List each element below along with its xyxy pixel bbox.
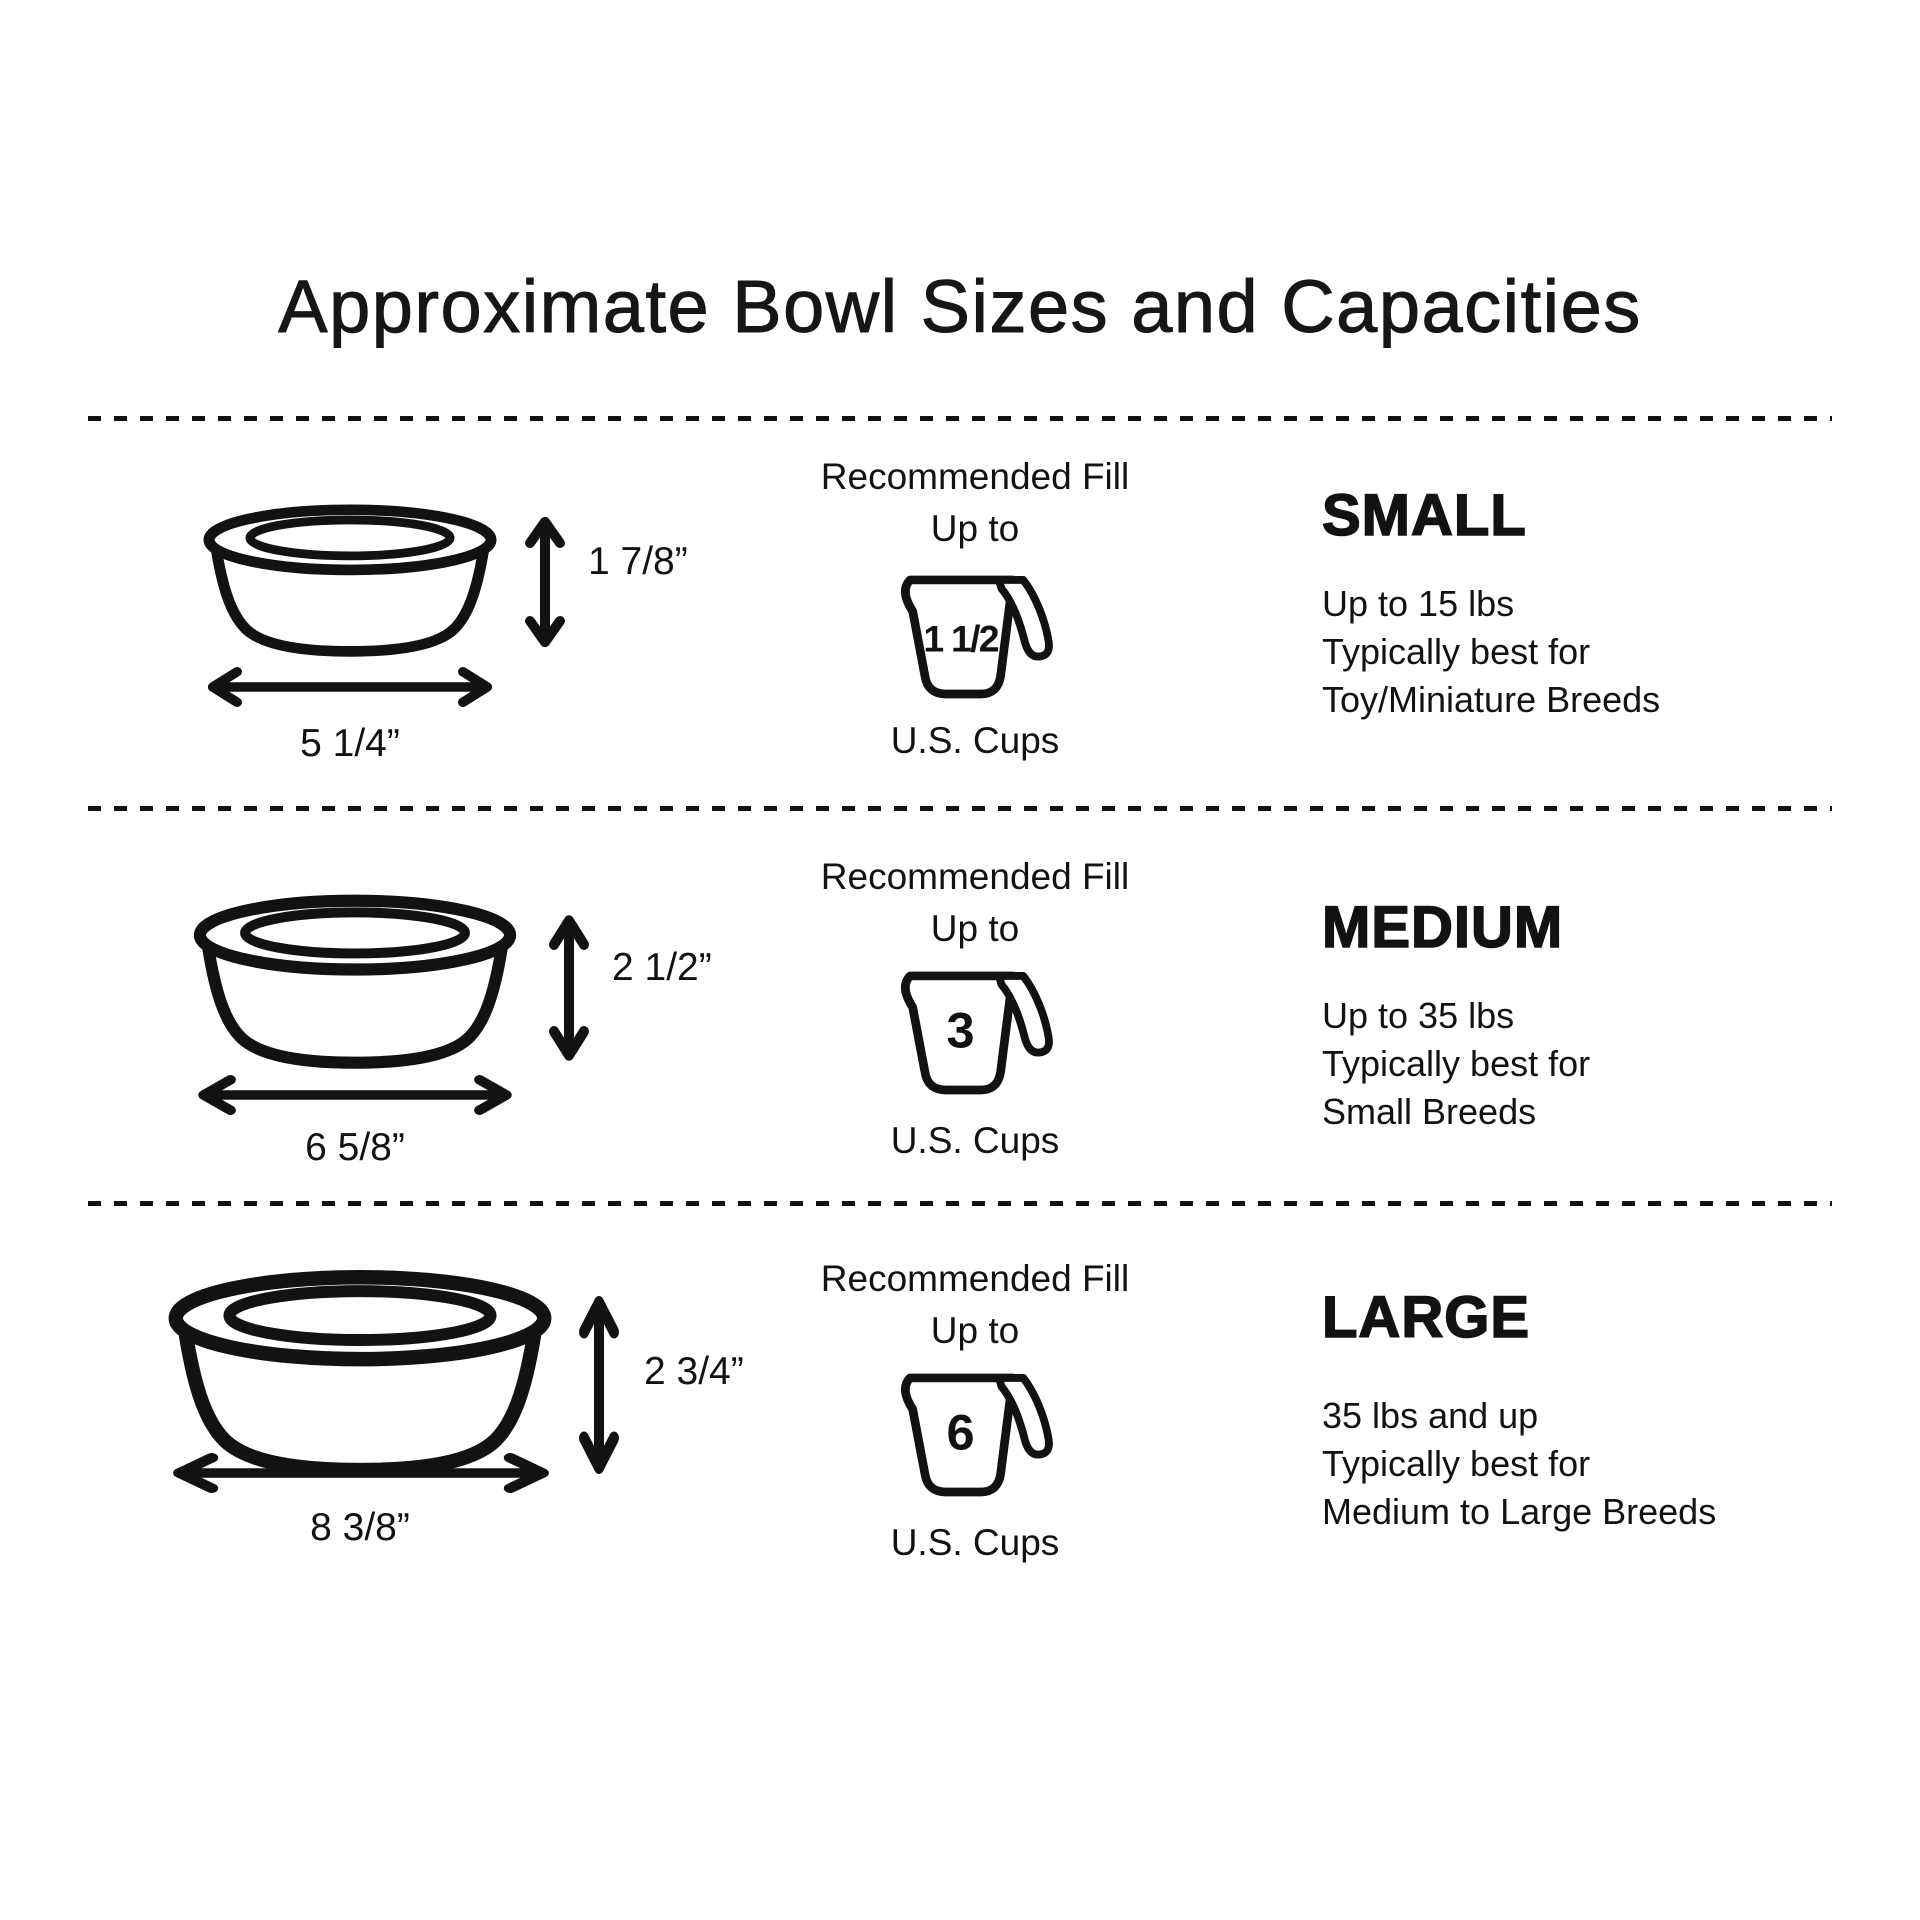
bowl-icon [190,893,520,1076]
cup-fill-value: 3 [946,1001,975,1059]
recommended-fill-subheading: Up to [930,908,1020,949]
dashed-divider [88,806,1832,811]
dashed-divider [88,416,1832,421]
desc-line: Typically best for [1322,631,1591,672]
desc-line: Typically best for [1322,1043,1591,1084]
dashed-divider [88,1201,1832,1206]
desc-line: Typically best for [1322,1443,1591,1484]
bowl-height-dimension: 1 7/8” [588,540,688,583]
height-arrow-icon [546,912,592,1064]
cup-unit-label: U.S. Cups [890,1522,1060,1563]
size-description [1322,580,1660,724]
measuring-cup-icon [890,962,1066,1110]
size-description [1322,992,1590,1136]
recommended-fill-subheading: Up to [930,1310,1020,1351]
width-arrow-icon [204,666,496,708]
recommended-fill-heading: Recommended Fill [820,1258,1130,1299]
desc-line: Small Breeds [1322,1091,1537,1132]
bowl-width-dimension: 6 5/8” [305,1126,405,1169]
desc-line: 35 lbs and up [1322,1395,1539,1436]
bowl-width-dimension: 8 3/8” [310,1506,410,1549]
desc-line: Up to 15 lbs [1322,583,1515,624]
cup-fill-value: 6 [946,1403,975,1461]
measuring-cup-icon [890,1364,1066,1512]
desc-line: Toy/Miniature Breeds [1322,679,1661,720]
width-arrow-icon [168,1452,554,1494]
bowl-width-dimension: 5 1/4” [300,722,400,765]
page-title: Approximate Bowl Sizes and Capacities [278,264,1642,348]
size-heading-medium: MEDIUM [1322,895,1564,960]
recommended-fill-subheading: Up to [930,508,1020,549]
measuring-cup-icon [890,566,1066,714]
recommended-fill-heading: Recommended Fill [820,856,1130,897]
height-arrow-icon [576,1292,622,1478]
bowl-height-dimension: 2 3/4” [644,1350,744,1393]
bowl-height-dimension: 2 1/2” [612,946,712,989]
cup-unit-label: U.S. Cups [890,1120,1060,1161]
recommended-fill-heading: Recommended Fill [820,456,1130,497]
bowl-icon [200,503,500,663]
cup-fill-value: 1 1/2 [923,617,998,660]
size-heading-large: LARGE [1322,1285,1530,1350]
width-arrow-icon [194,1074,516,1116]
cup-unit-label: U.S. Cups [890,720,1060,761]
size-heading-small: SMALL [1322,483,1527,548]
height-arrow-icon [522,514,568,650]
desc-line: Up to 35 lbs [1322,995,1515,1036]
desc-line: Medium to Large Breeds [1322,1491,1717,1532]
size-description [1322,1392,1716,1536]
